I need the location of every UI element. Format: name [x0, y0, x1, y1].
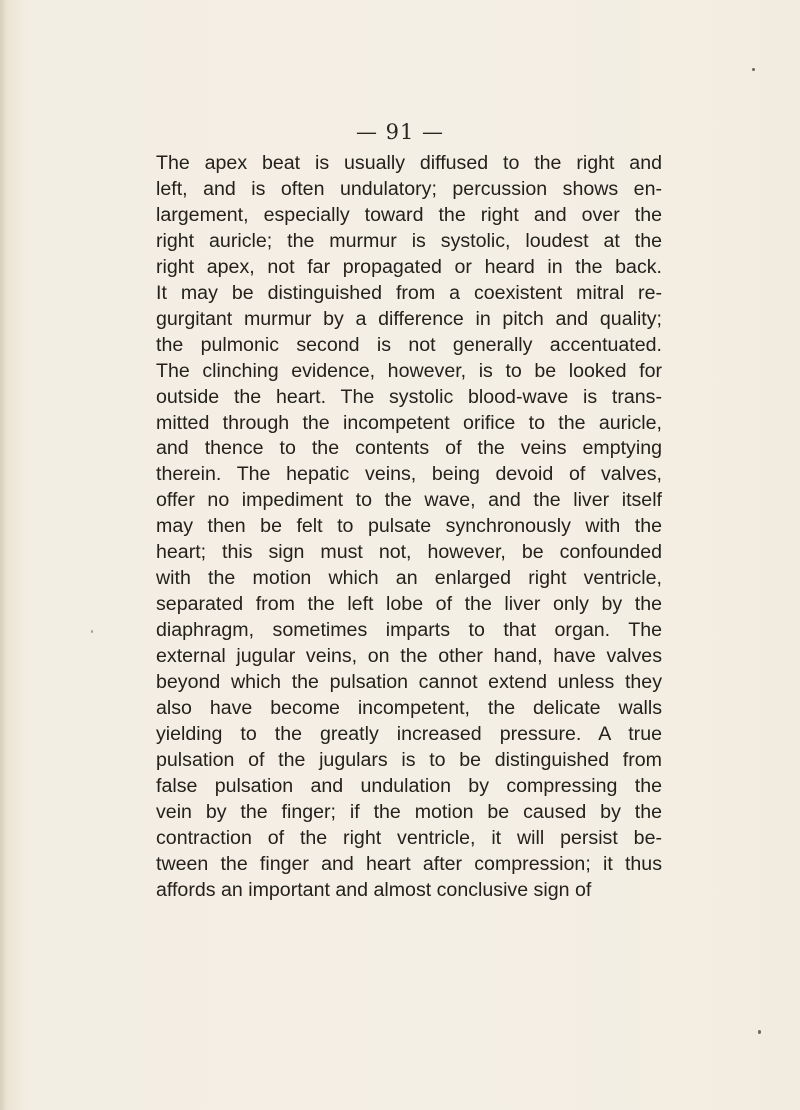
text-line: largement, especially toward the right and over the — [156, 203, 662, 226]
paper-speck — [752, 68, 755, 71]
text-line: It may be distinguished from a coexistent mitral re- — [156, 281, 662, 304]
text-line: right auricle; the murmur is systolic, loudest at the — [156, 229, 662, 252]
page-gutter — [0, 0, 6, 1110]
text-line: diaphragm, sometimes imparts to that organ. The — [156, 619, 662, 642]
text-line: The clinching evidence, however, is to be looked for — [156, 359, 662, 382]
text-line: therein. The hepatic veins, being devoid of valves, — [156, 463, 662, 486]
text-line: beyond which the pulsation cannot extend unless they — [156, 671, 662, 694]
text-line: The apex beat is usually diffused to the right and — [156, 152, 662, 174]
text-line: the pulmonic second is not generally accentuated. — [156, 333, 662, 356]
text-line: outside the heart. The systolic blood-wave is trans- — [156, 385, 662, 408]
text-line: mitted through the incompetent orifice to the auricle, — [156, 411, 662, 434]
text-line: may then be felt to pulsate synchronously with the — [156, 515, 662, 538]
text-line: external jugular veins, on the other hand, have valves — [156, 645, 662, 668]
text-line: vein by the finger; if the motion be caused by the — [156, 800, 662, 823]
text-line: and thence to the contents of the veins emptying — [156, 437, 662, 460]
text-line: tween the finger and heart after compression; it thus — [156, 852, 662, 875]
page-number: — 91 — — [355, 120, 445, 144]
text-line: contraction of the right ventricle, it will persist be- — [156, 826, 662, 849]
text-line: pulsation of the jugulars is to be distinguished from — [156, 748, 662, 771]
text-line: heart; this sign must not, however, be confounded — [156, 541, 662, 564]
text-line: left, and is often undulatory; percussion shows en- — [156, 177, 662, 200]
paper-speck — [758, 1030, 761, 1034]
text-line: affords an important and almost conclusive sign of — [156, 878, 592, 901]
text-line: also have become incompetent, the delicate walls — [156, 697, 662, 720]
text-line: with the motion which an enlarged right ventricle, — [156, 567, 662, 590]
text-line: right apex, not far propagated or heard in the back. — [156, 255, 662, 278]
text-line: false pulsation and undulation by compressing the — [156, 774, 662, 797]
text-line: offer no impediment to the wave, and the liver itself — [156, 489, 662, 512]
text-line: separated from the left lobe of the liver only by the — [156, 593, 662, 616]
text-line: yielding to the greatly increased pressure. A true — [156, 722, 662, 745]
text-line: gurgitant murmur by a difference in pitch and quality; — [156, 307, 662, 330]
paper-speck — [91, 630, 93, 633]
body-paragraph — [156, 151, 662, 904]
